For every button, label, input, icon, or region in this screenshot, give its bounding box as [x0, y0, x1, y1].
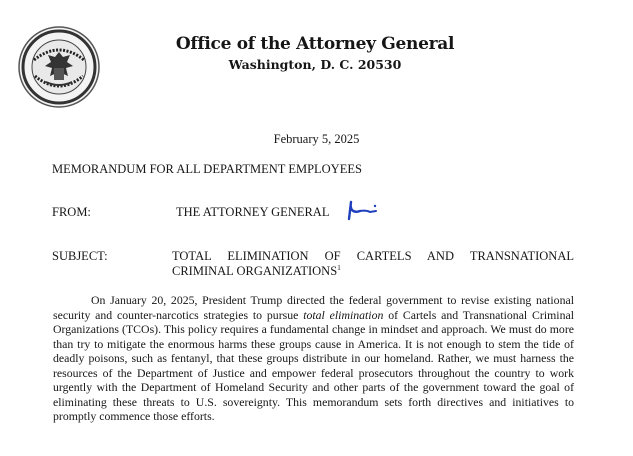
subject-line-2: CRIMINAL ORGANIZATIONS: [172, 264, 338, 278]
letterhead-office: Office of the Attorney General: [175, 34, 455, 54]
body-text-part-1: On January 20, 2025, President Trump directed the federal government to revise existing national security and counter-narcotics strategies to pursue: [53, 293, 574, 322]
body-text-part-2: of Cartels and Transnational Criminal Organizations (TCOs). This policy requires a fundamental change in mindset and approach. We must do more than try to mitigate the enormous harms these groups cause in America. It is not enough to stem the tide of deadly poisons, such as fentanyl, that these groups distribute in our homeland. Rather, we must harness the resources of the Department of Justice and empower federal prosecutors throughout the country to work urgently with the Department of Homeland Security and other parts of the government toward the goal of eliminating these threats to U.S. sovereignty. This memorandum sets forth directives and initiatives to promptly commence those efforts.: [53, 307, 574, 423]
from-label: FROM:: [52, 205, 91, 219]
department-of-justice-seal-icon: [18, 26, 100, 108]
subject-line-1: TOTAL ELIMINATION OF CARTELS AND TRANSNATIONAL: [172, 249, 574, 263]
memo-body-paragraph: [53, 293, 574, 424]
footnote-mark: 1: [337, 262, 341, 272]
letterhead-address: Washington, D. C. 20530: [228, 57, 402, 72]
body-emphasis: total elimination: [303, 307, 384, 322]
memo-date: February 5, 2025: [273, 132, 360, 146]
memo-title: MEMORANDUM FOR ALL DEPARTMENT EMPLOYEES: [52, 162, 362, 176]
subject-label: SUBJECT:: [52, 249, 108, 263]
signature-initial-icon: [341, 198, 381, 222]
from-value: THE ATTORNEY GENERAL: [176, 205, 330, 219]
subject-value: [172, 249, 574, 279]
